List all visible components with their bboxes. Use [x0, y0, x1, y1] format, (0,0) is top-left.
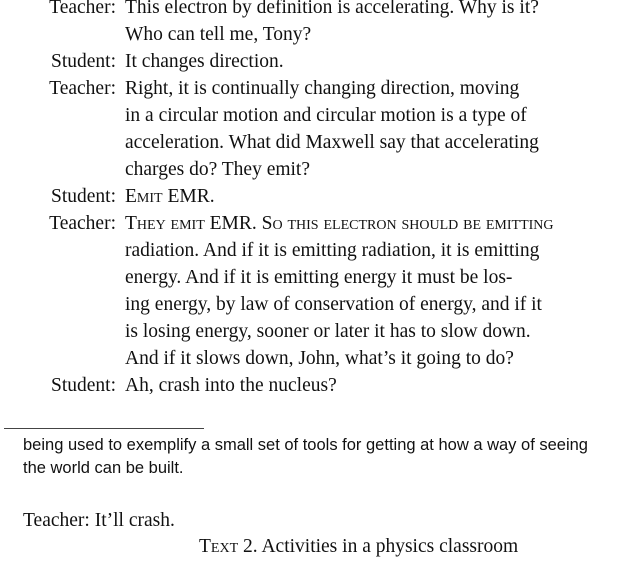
- dialogue-line: energy. And if it is emitting energy it must be los-: [125, 267, 513, 288]
- dialogue-line: They emit EMR. So this electron should be emitting: [125, 213, 554, 234]
- dialogue-line: Who can tell me, Tony?: [125, 24, 312, 45]
- dialogue-line: Emit EMR.: [125, 186, 215, 207]
- speaker-label: Teacher:: [49, 78, 116, 99]
- dialogue-continuation: Teacher: It’ll crash.: [23, 510, 175, 531]
- footnote-divider: [4, 428, 204, 429]
- dialogue-line: Right, it is continually changing direction, moving: [125, 78, 520, 99]
- speaker-label: Teacher:: [49, 213, 116, 234]
- dialogue-line: charges do? They emit?: [125, 159, 311, 180]
- dialogue-line: ing energy, by law of conservation of energy, and if it: [125, 294, 542, 315]
- dialogue-line: Ah, crash into the nucleus?: [125, 375, 337, 396]
- speaker-label: Student:: [50, 186, 116, 207]
- dialogue-line: is losing energy, sooner or later it has to slow down.: [125, 321, 531, 342]
- dialogue-line: acceleration. What did Maxwell say that accelerating: [125, 132, 539, 153]
- dialogue-line: And if it slows down, John, what’s it going to do?: [125, 348, 514, 369]
- speaker-label: Teacher:: [49, 0, 116, 18]
- figure-caption: [199, 533, 518, 560]
- caption-text: Activities in a physics classroom: [261, 536, 519, 557]
- footnote-line: the world can be built.: [23, 459, 184, 477]
- dialogue-line: It changes direction.: [125, 51, 284, 72]
- speaker-label: Student:: [50, 51, 116, 72]
- speaker-label: Student:: [50, 375, 116, 396]
- dialogue-line: in a circular motion and circular motion is a type of: [125, 105, 527, 126]
- dialogue-line: radiation. And if it is emitting radiation, it is emitting: [125, 240, 540, 261]
- footnote: [23, 434, 613, 480]
- dialogue-line: This electron by definition is accelerating. Why is it?: [125, 0, 539, 18]
- footnote-line: being used to exemplify a small set of tools for getting at how a way of seeing: [23, 436, 588, 454]
- caption-label: Text 2.: [199, 536, 258, 557]
